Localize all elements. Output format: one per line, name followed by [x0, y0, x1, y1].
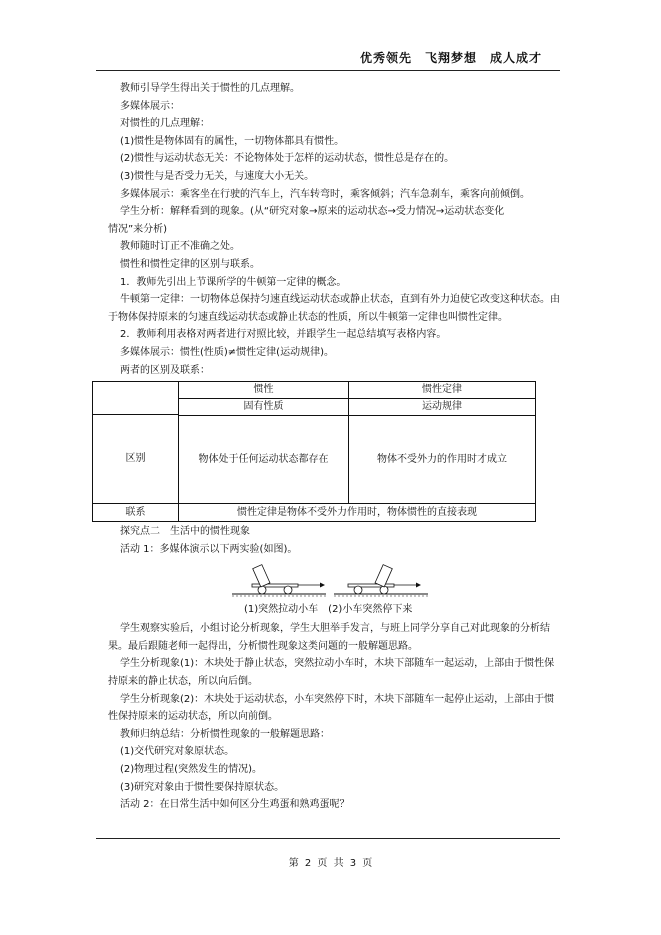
paragraph: (3)研究对象由于惯性要保持原状态。 [120, 781, 285, 793]
paragraph: (1)惯性是物体固有的属性，一切物体都具有惯性。 [120, 135, 345, 147]
paragraph: 活动 2：在日常生活中如何区分生鸡蛋和熟鸡蛋呢？ [120, 799, 350, 811]
paragraph: (3)惯性与是否受力无关，与速度大小无关。 [120, 170, 315, 182]
paragraph: 学生观察实验后，小组讨论分析现象，学生大胆举手发言，与班上同学分享自己对此现象的分析结果。最后跟随老师一起得出，分析惯性现象这类问题的一般解题思路。 [108, 623, 550, 652]
paragraph: 牛顿第一定律：一切物体总保持匀速直线运动状态或静止状态，直到有外力迫使它改变这种状态。由于物体保持原来的匀速直线运动状态或静止状态的性质，所以牛顿第一定律也叫惯性定律。 [108, 294, 560, 323]
table-diff-law: 物体不受外力的作用时才成立 [348, 415, 536, 504]
table-link-text: 惯性定律是物体不受外力作用时，物体惯性的直接表现 [178, 503, 536, 522]
document-body [108, 80, 560, 814]
table-header-inertia: 惯性 [178, 381, 349, 399]
paragraph: 多媒体展示：乘客坐在行驶的汽车上，汽车转弯时，乘客倾斜；汽车急刹车，乘客向前倾倒。 [120, 188, 530, 200]
paragraph: 情况”来分析) [108, 223, 168, 235]
cart-stopped-icon [334, 565, 428, 596]
page-number: 第 2 页 共 3 页 [288, 858, 373, 869]
paragraph: 教师随时订正不准确之处。 [120, 241, 240, 253]
figure-caption: (1)突然拉动小车 (2)小车突然停下来 [244, 604, 413, 616]
paragraph: 两者的区别及联系： [120, 364, 210, 376]
paragraph: (2)物理过程(突然发生的情况)。 [120, 764, 262, 776]
table-sub-law: 运动规律 [348, 398, 536, 416]
table-header-law: 惯性定律 [348, 381, 536, 399]
paragraph: 活动 1：多媒体演示以下两实验(如图)。 [120, 543, 298, 555]
paragraph: 1．教师先引出上节课所学的牛顿第一定律的概念。 [120, 276, 347, 288]
table-sub-inertia: 固有性质 [178, 398, 349, 416]
paragraph: 教师归纳总结：分析惯性现象的一般解题思路： [120, 728, 330, 740]
paragraph: 2．教师利用表格对两者进行对照比较，并跟学生一起总结填写表格内容。 [120, 329, 447, 341]
paragraph: 教师引导学生得出关于惯性的几点理解。 [120, 83, 300, 94]
table-diff-inertia: 物体处于任何运动状态都存在 [178, 415, 349, 504]
cart-experiment-diagram [230, 560, 430, 602]
header-rule [96, 70, 560, 71]
table-row-diff-label: 区别 [92, 414, 179, 504]
cart-pulled-icon [232, 565, 326, 596]
paragraph: 多媒体展示：惯性(性质)≠惯性定律(运动规律)。 [120, 346, 334, 358]
header-motto: 优秀领先 飞翔梦想 成人成才 [360, 51, 543, 65]
section-heading: 探究点二 生活中的惯性现象 [120, 526, 250, 538]
table-row-link-label: 联系 [92, 503, 179, 522]
table-corner-cell [92, 381, 179, 415]
paragraph: 学生分析现象(2)：木块处于运动状态，小车突然停下时，木块下部随车一起停止运动，上部由于惯性保持原来的运动状态，所以向前倒。 [108, 693, 555, 723]
paragraph: 惯性和惯性定律的区别与联系。 [120, 258, 260, 270]
paragraph: 多媒体展示： [120, 100, 180, 112]
paragraph: (2)惯性与运动状态无关：不论物体处于怎样的运动状态，惯性总是存在的。 [120, 153, 455, 165]
paragraph: 对惯性的几点理解： [120, 118, 210, 130]
experiment-figure [120, 558, 560, 616]
comparison-table [92, 381, 536, 522]
paragraph: 学生分析现象(1)：木块处于静止状态，突然拉动小车时，木块下部随车一起运动，上部由于惯性保持原来的静止状态，所以向后倒。 [108, 658, 555, 688]
paragraph: 学生分析：解释看到的现象。(从“研究对象→原来的运动状态→受力情况→运动状态变化 [120, 206, 505, 218]
footer-rule [96, 838, 560, 839]
paragraph: (1)交代研究对象原状态。 [120, 746, 235, 758]
